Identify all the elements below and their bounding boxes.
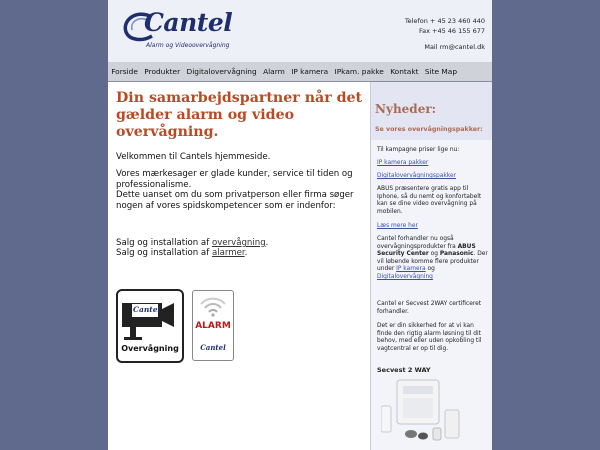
intro-text: Vores mærkesager er glade kunder, service til tiden og professionalisme. — [116, 169, 353, 190]
mail-text: Mail rm@cantel.dk — [424, 43, 485, 51]
wifi-signal-icon — [193, 294, 233, 318]
page-container — [108, 0, 492, 450]
alarm-badge[interactable] — [192, 290, 234, 361]
news-panel — [371, 140, 492, 450]
logo-subtitle: Alarm og Videoovervågning — [146, 42, 230, 49]
logo-wordmark: Cantel — [144, 8, 233, 37]
ip-kamera-link[interactable]: IP kamera — [396, 266, 426, 273]
dealer-text: Cantel forhandler nu også overvågningsprodukter fra ABUS Security Center og Panasonic. Der vil løbende komme flere produkter under IP kamera og Digitalovervågning — [377, 236, 488, 280]
contact-info — [405, 17, 485, 53]
read-more-link[interactable]: Læs mere her — [377, 223, 418, 229]
secvest-product-image[interactable] — [381, 378, 463, 444]
nav-item-ipkam-pakke[interactable]: IPkam. pakke — [334, 67, 384, 76]
main-content — [108, 82, 370, 450]
news-subtitle: Se vores overvågningspakker: — [375, 126, 483, 133]
nav-item-kontakt[interactable]: Kontakt — [390, 67, 419, 76]
overvaagning-link[interactable]: overvågning — [211, 238, 266, 248]
sales-prefix: Salg og installation af — [116, 238, 212, 248]
sales-alarm-line: Salg og installation af alarmer. — [116, 248, 248, 258]
ip-kamera-pakker-link[interactable]: IP kamera pakker — [377, 160, 429, 166]
campaign-text: Til kampagne priser lige nu: — [377, 147, 460, 153]
secvest-title: Secvest 2 WAY — [377, 366, 431, 374]
alarmer-link[interactable]: alarmer — [211, 248, 245, 258]
digitalovervaagning-link[interactable]: Digitalovervågning — [377, 273, 433, 280]
badge-brand: Cantel — [200, 343, 226, 352]
nav-item-produkter[interactable]: Produkter — [144, 67, 181, 76]
news-sidebar — [370, 82, 492, 450]
sales-prefix: Salg og installation af — [116, 248, 212, 258]
nav-item-forside[interactable]: Forside — [111, 67, 138, 76]
phone-text: Telefon + 45 23 460 440 — [404, 17, 485, 25]
digital-pakker-link[interactable]: Digitalovervågningspakker — [377, 173, 456, 179]
badge-label: Overvågning — [121, 344, 179, 353]
sales-overvaagning-line: Salg og installation af overvågning. — [116, 238, 269, 248]
header — [108, 0, 492, 63]
nav-item-site-map[interactable]: Site Map — [424, 67, 458, 76]
alarm-label: ALARM — [195, 321, 231, 331]
nav-item-alarm[interactable]: Alarm — [263, 67, 285, 76]
main-nav — [108, 62, 492, 82]
welcome-text: Velkommen til Cantels hjemmeside. — [116, 152, 271, 162]
nav-item-digitalovervaagning[interactable]: Digitalovervågning — [186, 67, 257, 76]
badge-brand: Cantel — [133, 305, 161, 314]
camera-icon — [118, 293, 182, 343]
overvaagning-badge[interactable] — [116, 289, 184, 363]
intro2-text: Dette uanset om du som privatperson eller firma søger nogen af vores spidskompetencer som er indenfor: — [116, 190, 354, 211]
page-headline: Din samarbejdspartner når det gælder alarm og video overvågning. — [116, 90, 363, 140]
abus-app-text: ABUS præsentere gratis app til Iphone, så du nemt og konfortabelt kan se dine video overvågning på mobilen. — [377, 186, 482, 215]
secvest-info-text: Det er din sikkerhed for at vi kan finde den rigtig alarm løsning til dit behov, med eller uden opkobling til vagtcentral er op til dig. — [377, 323, 482, 352]
nav-item-ip-kamera[interactable]: IP kamera — [291, 67, 329, 76]
fax-text: Fax +45 46 155 677 — [418, 26, 485, 35]
cantel-logo[interactable] — [122, 8, 234, 58]
secvest-cert-text: Cantel er Secvest 2WAY certificeret forhandler. — [377, 301, 482, 315]
news-title: Nyheder: — [375, 102, 437, 116]
